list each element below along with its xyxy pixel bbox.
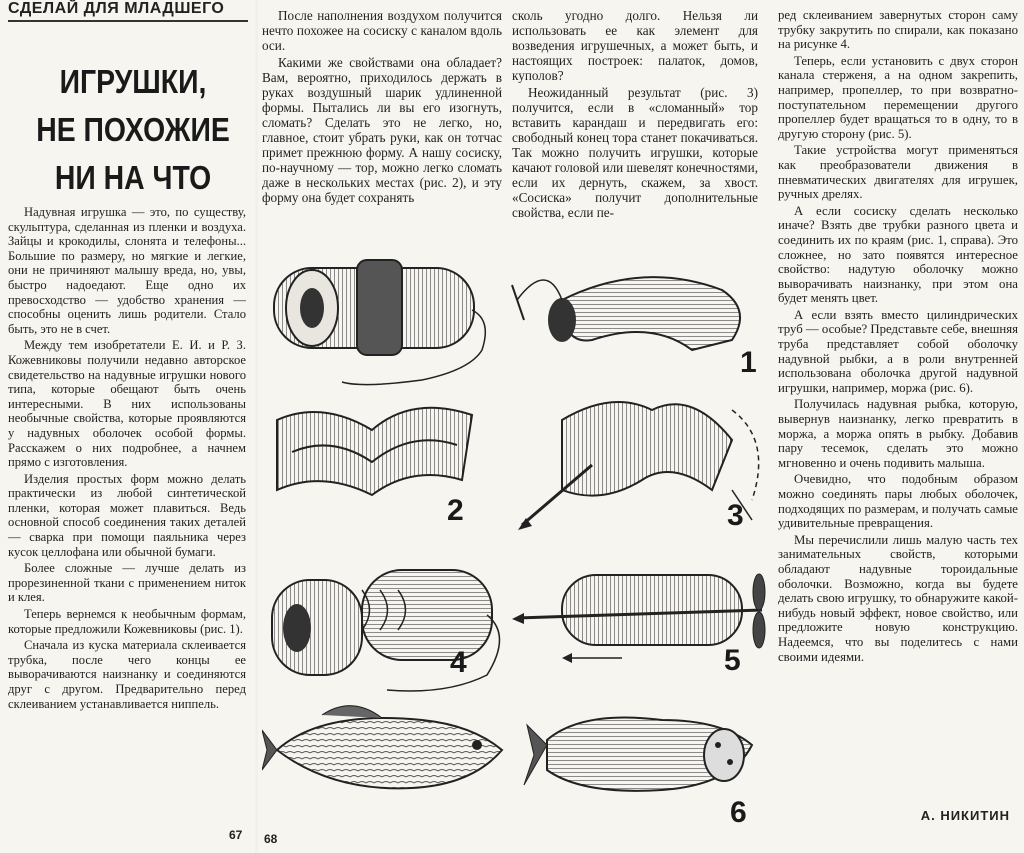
column-1 (8, 205, 246, 713)
col4-paragraph: Мы перечислили лишь малую часть тех занимательных свойств, которыми обладают надувные тороидальные оболочки. Возможно, когда вы будете делать свою игрушку, то обнаружите какой-нибудь новый эффект, новое свойство, или предложите новую конструкцию. Надеемся, что вы поделитесь с нами своими идеями. (778, 532, 1018, 664)
figure-1-left-torus (274, 260, 485, 385)
figure-1-right-bent-tube (512, 277, 740, 350)
col3-paragraph: сколь угодно долго. Нельзя ли использовать ее как элемент для возведения игрушечных, а может быть, и настоящих построек: палаток, домов, куполов? (512, 8, 758, 83)
col1-paragraph: Изделия простых форм можно делать практически из любой синтетической пленки, которая может плавиться. Ведь основной способ соединения таких деталей — сварка при помощи паяльника через кусок целлофана или обычной бумаги. (8, 471, 246, 559)
figure-label-1: 1 (740, 346, 757, 379)
title-line-2: НЕ ПОХОЖИЕ (36, 111, 230, 148)
rubric-heading: СДЕЛАЙ ДЛЯ МЛАДШЕГО (8, 0, 225, 17)
illustrations (262, 240, 767, 835)
col4-paragraph: А если взять вместо цилиндрических труб — особые? Представьте себе, внешняя труба представляет собой оболочку надувной рыбки, а в роли внутренней использована оболочка другой надувной игрушки, например, моржа (рис. 6). (778, 307, 1018, 395)
author-signature: А. НИКИТИН (920, 808, 1010, 823)
col4-paragraph: Получилась надувная рыбка, которую, вывернув наизнанку, легко превратить в моржа, а моржа опять в рыбку. Добавив пару тесемок, сделать это можно мгновенно и очень подивить малыша. (778, 397, 1018, 470)
col1-paragraph: Надувная игрушка — это, по существу, скульптура, сделанная из пленки и воздуха. Зайцы и крокодилы, слонята и телефоны... Большие по размеру, но мягкие и легкие, они не причиняют малышу вреда, но, увы, быстро надоедают. Еще одно их превосходство — удобство хранения — способны оценить лишь родители. Стало быть, это не в счет. (8, 205, 246, 336)
page-number-left: 67 (229, 828, 243, 842)
col2-paragraph: После наполнения воздухом получится нечто похожее на сосиску с каналом вдоль оси. (262, 8, 502, 53)
col1-paragraph: Теперь вернемся к необычным формам, которые предложили Кожевниковы (рис. 1). (8, 607, 246, 636)
figure-label-6: 6 (730, 796, 747, 829)
col4-paragraph: А если сосиску сделать несколько иначе? Взять две трубки разного цвета и соединить их по краям (рис. 1, справа). Это сложнее, но зато появятся интересное свойство: надутую оболочку можно выворачивать наизнанку, при этом она будет менять цвет. (778, 203, 1018, 306)
col1-paragraph: Сначала из куска материала склеивается трубка, после чего концы ее выворачиваются наизнанку и соединяются друг с другом. Предварительно перед склеиванием устанавливается ниппель. (8, 638, 246, 711)
figure-6-fish (262, 706, 502, 789)
col3-paragraph: Неожиданный результат (рис. 3) получится, если в «сломанный» тор вставить карандаш и передвигать его: свободный конец тора станет покачиваться. Так можно получить игрушки, которые качают головой или шевелят конечностями, если их дернуть, скажем, за хвост. «Сосиска» получит дополнительные свойства, если пе- (512, 85, 758, 220)
col2-paragraph: Какими же свойствами она обладает? Вам, вероятно, приходилось держать в руках воздушный шарик удлиненной формы. Пытались ли вы его изогнуть, сломать? Сделать это не легко, но, главное, стоит убрать руки, как он тотчас примет прежнюю форму. А нашу сосиску, по-научному — тор, можно легко сломать даже в нескольких местах (рис. 2), и эту форму она будет сохранять (262, 55, 502, 205)
title-line-1: ИГРУШКИ, (59, 63, 207, 100)
figure-label-4: 4 (450, 646, 467, 679)
col4-paragraph: ред склеиванием завернутых сторон саму трубку закрутить по спирали, как показано на рисунке 4. (778, 8, 1018, 52)
figure-3-torus-with-pencil (518, 402, 759, 530)
column-4 (778, 8, 1018, 666)
article-title (34, 58, 232, 202)
figure-6-walrus (524, 718, 752, 791)
figure-label-5: 5 (724, 644, 741, 677)
col4-paragraph: Такие устройства могут применяться как преобразователи движения в пневматических двигателях для игрушек, ручных дрелях. (778, 143, 1018, 202)
figure-label-2: 2 (447, 494, 464, 527)
col1-paragraph: Между тем изобретатели Е. И. и Р. З. Кожевниковы получили недавно авторское свидетельство на надувные игрушки нового типа, которые обещают быть очень интересными. В них использованы необычные свойства, которые проявляются у надувных оболочек особой формы. Расскажем о них подробнее, а начнем прямо с изготовления. (8, 338, 246, 470)
figure-label-3: 3 (727, 499, 744, 532)
title-line-3: НИ НА ЧТО (54, 159, 212, 196)
col4-paragraph: Теперь, если установить с двух сторон канала стерженя, а на одном закрепить, например, пропеллер, то при возвратно-поступательном перемещении другого пропеллер будет вращаться то в одну, то в другую сторону (рис. 5). (778, 53, 1018, 141)
page-number-right: 68 (264, 832, 278, 846)
figure-2-bent-torus (277, 408, 472, 495)
col4-paragraph: Очевидно, что подобным образом можно соединять пары любых оболочек, подходящих по размерам, и получать самые удивительные превращения. (778, 472, 1018, 531)
col1-paragraph: Более сложные — лучше делать из прорезиненной ткани с применением ниток и клея. (8, 561, 246, 605)
rubric-underline (8, 20, 248, 22)
column-2 (262, 8, 502, 207)
column-3 (512, 8, 758, 222)
